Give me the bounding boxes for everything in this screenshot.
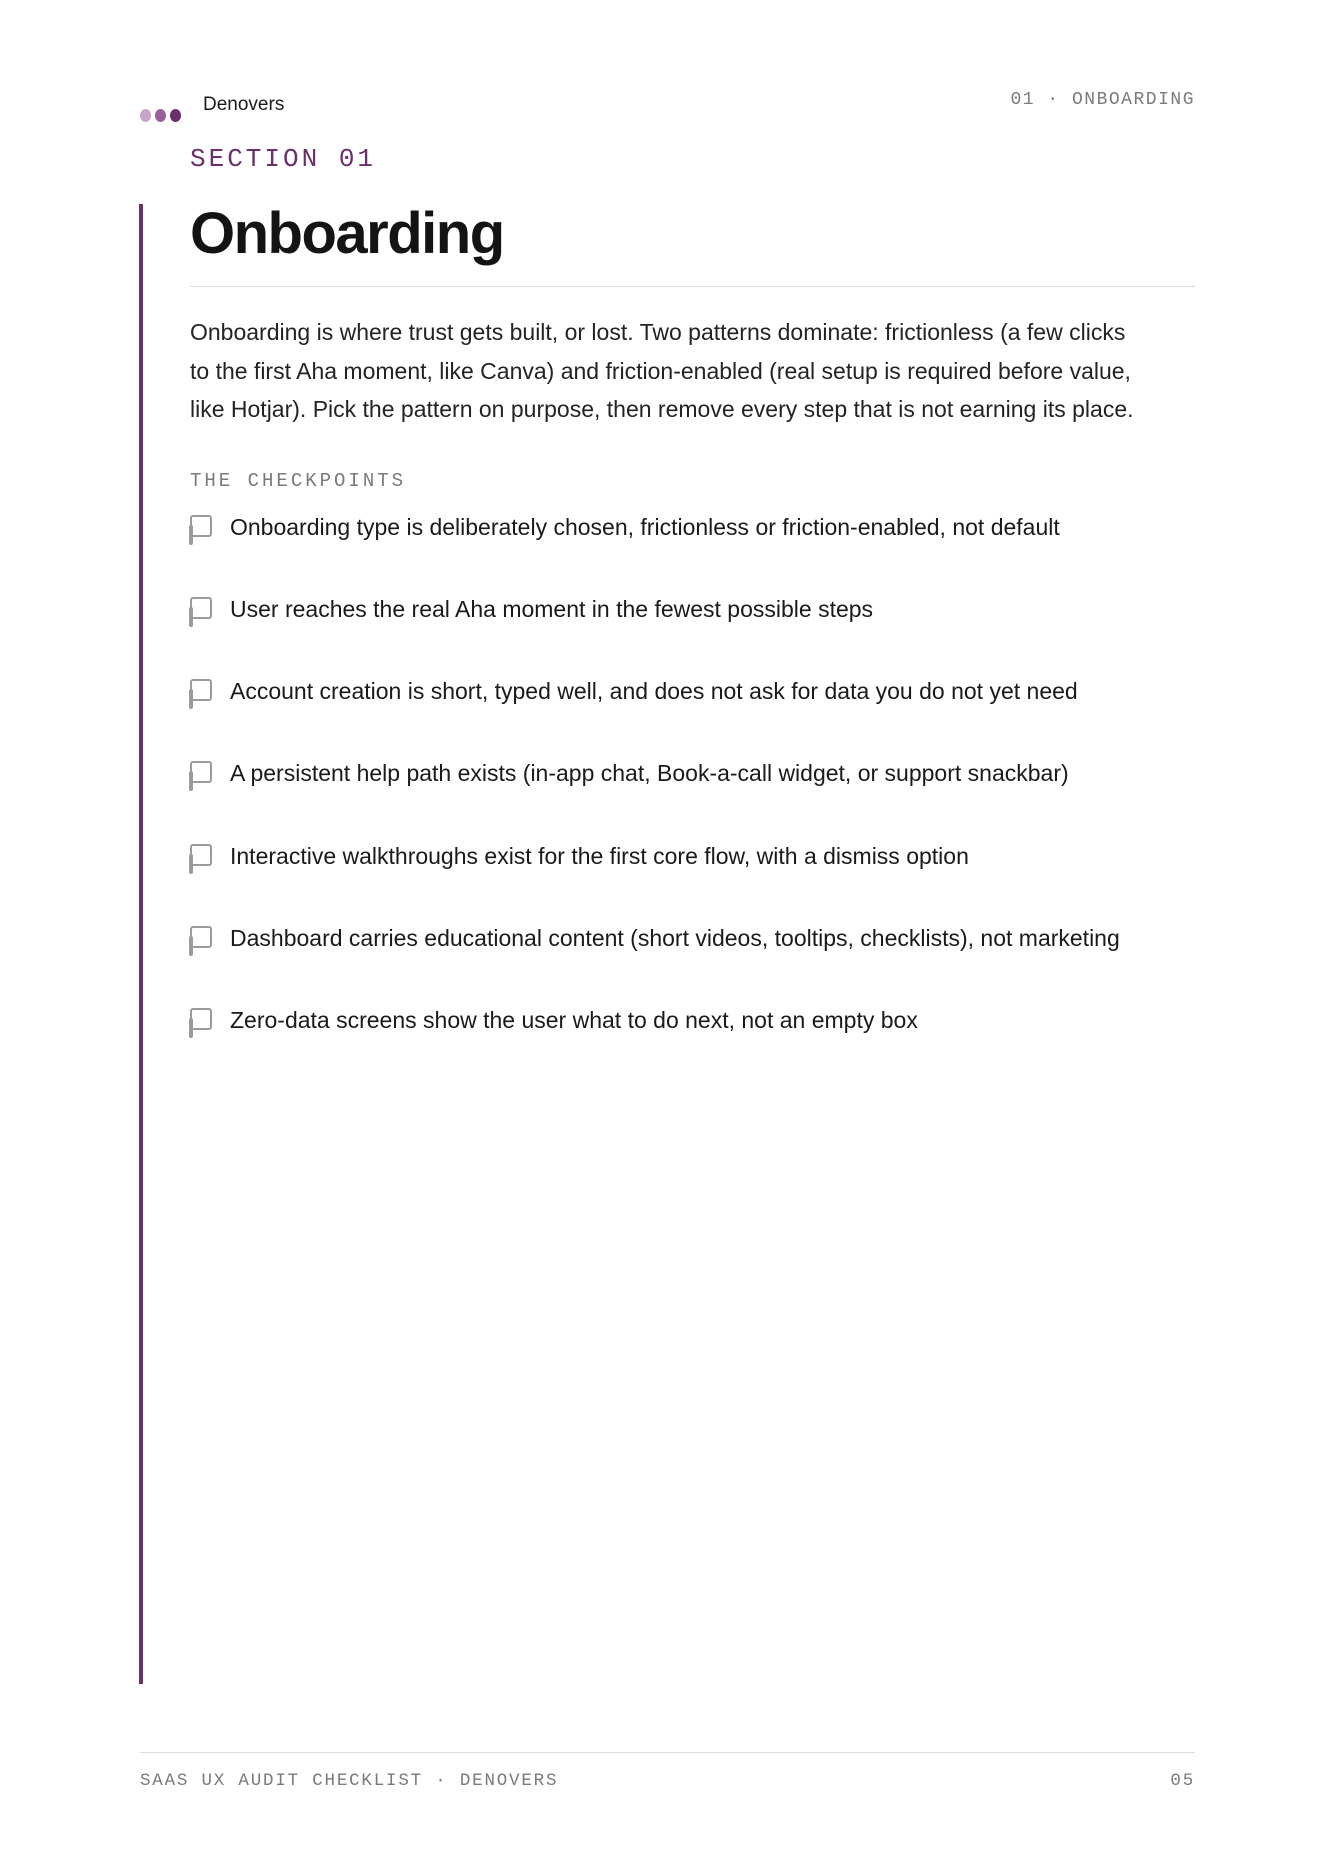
logo-dot-2 (155, 109, 166, 122)
checklist-item-label: User reaches the real Aha moment in the fewest possible steps (230, 595, 874, 622)
checklist-item (190, 923, 1195, 1005)
brand (140, 87, 284, 122)
checkbox-icon[interactable] (190, 679, 212, 701)
checklist-item (190, 1005, 1195, 1087)
checklist (190, 512, 1195, 1088)
section-eyebrow: SECTION 01 (190, 144, 377, 174)
checkbox-icon[interactable] (190, 844, 212, 866)
page-title: Onboarding (190, 201, 504, 266)
checklist-item (190, 758, 1195, 840)
checkpoints-heading: THE CHECKPOINTS (190, 469, 407, 492)
section-accent-rule (139, 204, 143, 1684)
intro-paragraph: Onboarding is where trust gets built, or lost. Two patterns dominate: frictionless (a few clicks to the first Aha moment, like Canva) and friction-enabled (real setup is required before value, like Hotjar). Pick the pattern on purpose, then remove every step that is not earning its place. (190, 319, 1134, 422)
checklist-item-label: Zero-data screens show the user what to do next, not an empty box (230, 1007, 918, 1034)
checklist-item-label: Account creation is short, typed well, and does not ask for data you do not yet need (230, 678, 1078, 705)
checklist-item-label: Onboarding type is deliberately chosen, frictionless or friction-enabled, not default (230, 513, 1060, 540)
page-number: 05 (1170, 1771, 1195, 1791)
three-dots-icon (140, 109, 181, 122)
footer-divider (140, 1752, 1195, 1753)
checkbox-icon[interactable] (190, 515, 212, 537)
checkbox-icon[interactable] (190, 1008, 212, 1030)
title-divider (190, 286, 1195, 287)
checklist-item (190, 676, 1195, 758)
checkbox-icon[interactable] (190, 761, 212, 783)
checklist-item (190, 594, 1195, 676)
checkbox-icon[interactable] (190, 597, 212, 619)
checklist-item-label: Dashboard carries educational content (short videos, tooltips, checklists), not marketing (230, 924, 1120, 951)
brand-name: Denovers (203, 93, 285, 115)
checklist-item-label: Interactive walkthroughs exist for the first core flow, with a dismiss option (230, 842, 969, 869)
checklist-item (190, 841, 1195, 923)
checklist-item (190, 512, 1195, 594)
checkbox-icon[interactable] (190, 926, 212, 948)
page-content (190, 143, 1195, 1088)
checklist-item-label: A persistent help path exists (in-app chat, Book-a-call widget, or support snackbar) (230, 760, 1069, 787)
logo-dot-3 (170, 109, 181, 122)
footer-title: SAAS UX AUDIT CHECKLIST · DENOVERS (140, 1771, 559, 1791)
running-head: 01 · ONBOARDING (1010, 90, 1195, 110)
logo-dot-1 (140, 109, 151, 122)
